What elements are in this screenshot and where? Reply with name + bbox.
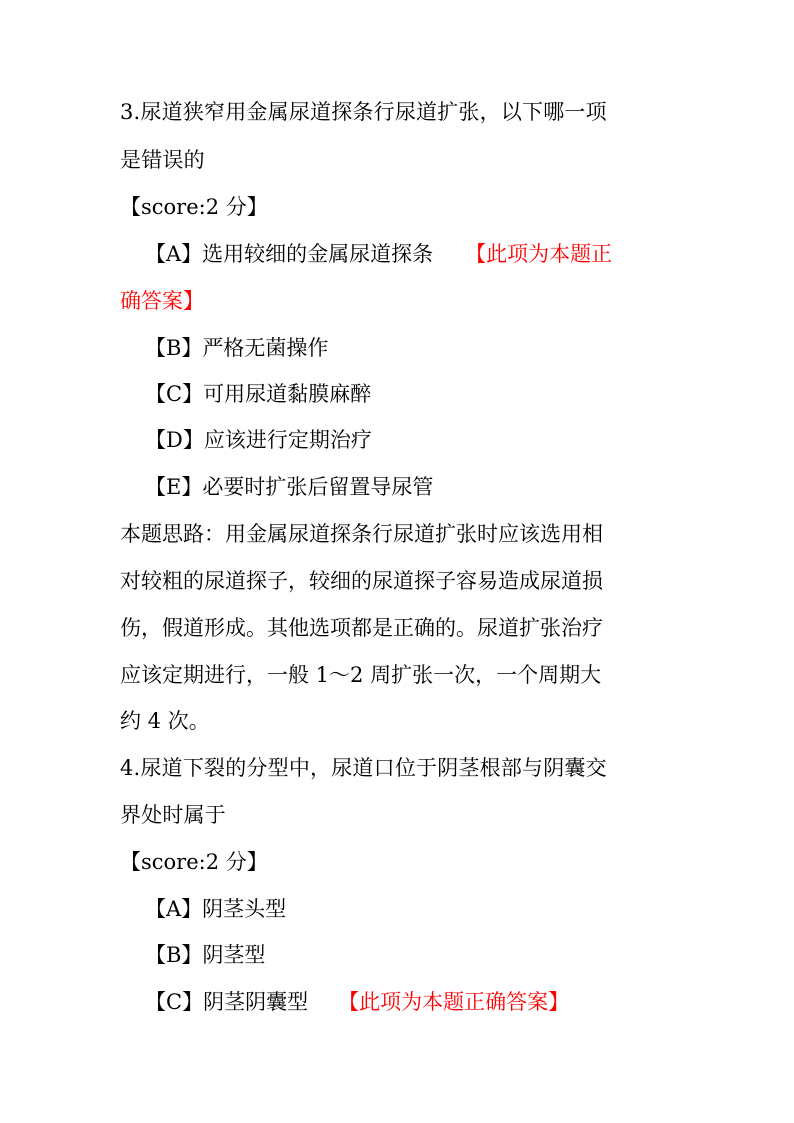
explanation-line-2: 对较粗的尿道探子，较细的尿道探子容易造成尿道损 <box>120 569 603 593</box>
question-4-option-b <box>145 941 265 969</box>
option-text: 选用较细的金属尿道探条 <box>202 242 434 266</box>
question-4-option-c <box>145 988 569 1016</box>
question-3-score: 【score:2 分】 <box>120 195 268 219</box>
question-4-score: 【score:2 分】 <box>120 850 268 874</box>
explanation-line-4: 应该定期进行，一般 1～2 周扩张一次，一个周期大 <box>120 663 602 687</box>
question-3-option-a <box>145 240 612 268</box>
question-4-option-a <box>145 895 286 923</box>
option-text: 可用尿道黏膜麻醉 <box>203 382 372 406</box>
question-3-option-b <box>145 334 328 362</box>
question-3-option-e <box>145 473 433 501</box>
option-key: 【C】 <box>145 382 204 406</box>
correct-answer-mark: 【此项为本题正 <box>465 242 613 266</box>
option-key: 【B】 <box>145 336 203 360</box>
option-text: 应该进行定期治疗 <box>203 428 372 452</box>
option-text: 严格无菌操作 <box>202 336 329 360</box>
option-text: 阴茎头型 <box>202 897 287 921</box>
question-3-option-c <box>145 380 371 408</box>
question-3-stem-line-1: 3.尿道狭窄用金属尿道探条行尿道扩张，以下哪一项 <box>120 100 607 124</box>
correct-answer-mark-continued: 确答案】 <box>120 289 204 313</box>
option-key: 【A】 <box>145 242 203 266</box>
option-key: 【D】 <box>145 428 204 452</box>
option-text: 必要时扩张后留置导尿管 <box>202 475 434 499</box>
question-4-stem-line-1: 4.尿道下裂的分型中，尿道口位于阴茎根部与阴囊交 <box>120 756 607 780</box>
question-3-stem-line-2: 是错误的 <box>120 148 205 172</box>
question-3-option-d <box>145 426 372 454</box>
option-key: 【A】 <box>145 897 203 921</box>
explanation-line-3: 伤，假道形成。其他选项都是正确的。尿道扩张治疗 <box>120 616 603 640</box>
option-key: 【E】 <box>145 475 203 499</box>
explanation-line-5: 约 4 次。 <box>120 709 210 733</box>
explanation-line-1: 本题思路：用金属尿道探条行尿道扩张时应该选用相 <box>120 522 603 546</box>
option-key: 【B】 <box>145 943 203 967</box>
option-text: 阴茎型 <box>202 943 266 967</box>
question-4-stem-line-2: 界处时属于 <box>120 803 226 827</box>
option-key: 【C】 <box>145 990 204 1014</box>
correct-answer-mark: 【此项为本题正确答案】 <box>338 990 570 1014</box>
option-text: 阴茎阴囊型 <box>203 990 309 1014</box>
